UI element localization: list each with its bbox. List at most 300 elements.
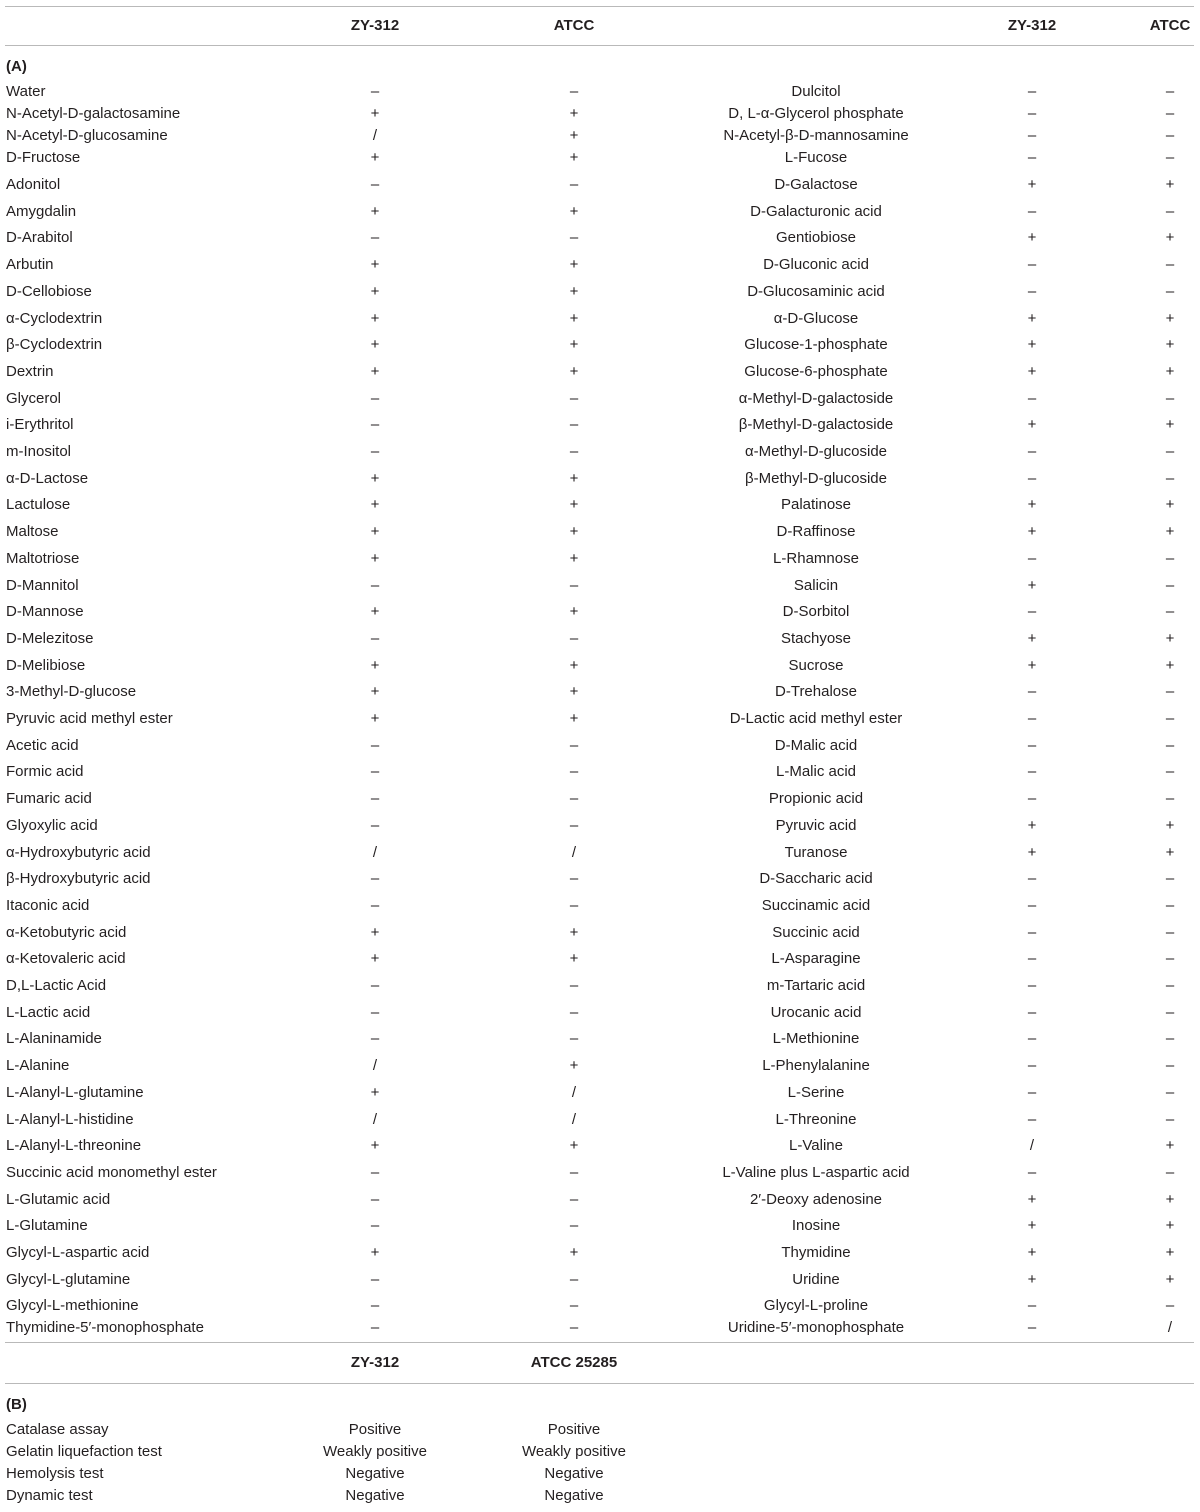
atcc-result: + bbox=[569, 549, 579, 567]
atcc-result: + bbox=[569, 127, 579, 144]
atcc-result: + bbox=[569, 149, 579, 166]
substrate-name: α-Ketobutyric acid bbox=[6, 923, 127, 941]
zy312-result-right: – bbox=[1027, 790, 1037, 808]
atcc-result: – bbox=[569, 977, 579, 994]
zy312-result-right: + bbox=[1027, 1217, 1037, 1235]
table-row bbox=[0, 414, 1200, 436]
zy312-result: Negative bbox=[345, 1487, 405, 1504]
substrate-name: Itaconic acid bbox=[6, 896, 90, 914]
atcc-result: + bbox=[569, 923, 579, 941]
zy312-result: – bbox=[370, 1217, 380, 1235]
table-row bbox=[0, 1189, 1200, 1211]
atcc-result-right: + bbox=[1165, 1137, 1175, 1155]
substrate-name: Glycyl-L-glutamine bbox=[6, 1270, 131, 1288]
zy312-result: + bbox=[370, 523, 380, 541]
atcc-result-right: – bbox=[1165, 896, 1175, 914]
atcc-result: – bbox=[569, 1217, 579, 1235]
substrate-name-right: D-Raffinose bbox=[776, 523, 856, 541]
zy312-result: – bbox=[370, 83, 380, 100]
table-row bbox=[0, 735, 1200, 757]
table-row bbox=[0, 1135, 1200, 1157]
zy312-result: – bbox=[370, 790, 380, 808]
atcc-result-right: + bbox=[1165, 416, 1175, 434]
atcc-result-right: – bbox=[1165, 443, 1175, 460]
substrate-name: N-Acetyl-D-galactosamine bbox=[6, 105, 181, 122]
substrate-name: Glyoxylic acid bbox=[6, 816, 98, 834]
atcc-result-right: – bbox=[1165, 389, 1175, 407]
substrate-name: D-Mannitol bbox=[6, 576, 79, 594]
table-row bbox=[0, 1317, 1200, 1339]
substrate-name-right: L-Rhamnose bbox=[773, 549, 859, 567]
zy312-result: – bbox=[370, 1319, 380, 1336]
test-name: Catalase assay bbox=[6, 1421, 109, 1438]
substrate-name-right: D, L-α-Glycerol phosphate bbox=[728, 105, 904, 122]
zy312-result: – bbox=[370, 763, 380, 781]
table-row bbox=[0, 227, 1200, 249]
test-name: Hemolysis test bbox=[6, 1465, 104, 1482]
substrate-name-right: Glucose-1-phosphate bbox=[744, 336, 888, 354]
zy312-result: – bbox=[370, 736, 380, 754]
zy312-result: – bbox=[370, 1163, 380, 1181]
zy312-result-right: – bbox=[1027, 389, 1037, 407]
zy312-result: + bbox=[370, 362, 380, 380]
substrate-name-right: β-Methyl-D-galactoside bbox=[738, 416, 894, 434]
zy312-result-right: + bbox=[1027, 1190, 1037, 1208]
zy312-result-right: + bbox=[1027, 576, 1037, 594]
atcc-result-right: + bbox=[1165, 309, 1175, 327]
table-row bbox=[0, 1295, 1200, 1317]
atcc-result: + bbox=[569, 1057, 579, 1075]
section-a-bottom-rule bbox=[5, 1342, 1194, 1343]
substrate-name-right: Inosine bbox=[791, 1217, 841, 1235]
substrate-name-right: Dulcitol bbox=[791, 83, 841, 100]
substrate-name: Maltose bbox=[6, 523, 59, 541]
table-row bbox=[0, 441, 1200, 463]
atcc-result-right: + bbox=[1165, 1190, 1175, 1208]
substrate-name-right: Salicin bbox=[793, 576, 839, 594]
header-atcc-left: ATCC bbox=[553, 17, 595, 34]
substrate-name-right: L-Valine plus L-aspartic acid bbox=[722, 1163, 910, 1181]
zy312-result-right: – bbox=[1027, 127, 1037, 144]
substrate-name-right: Propionic acid bbox=[768, 790, 864, 808]
table-row bbox=[0, 1028, 1200, 1050]
table-row bbox=[0, 868, 1200, 890]
table-row bbox=[0, 103, 1200, 125]
zy312-result: + bbox=[370, 950, 380, 968]
substrate-name-right: Turanose bbox=[784, 843, 848, 861]
zy312-result-right: + bbox=[1027, 416, 1037, 434]
zy312-result-right: / bbox=[1029, 1137, 1035, 1155]
header-b-rule bbox=[5, 1383, 1194, 1384]
atcc-result-right: – bbox=[1165, 1083, 1175, 1101]
atcc-result: – bbox=[569, 1163, 579, 1181]
table-row bbox=[0, 601, 1200, 623]
zy312-result: – bbox=[370, 1190, 380, 1208]
substrate-name-right: m-Tartaric acid bbox=[766, 977, 866, 994]
atcc-result: Negative bbox=[544, 1487, 604, 1504]
substrate-name-right: D-Malic acid bbox=[774, 736, 858, 754]
zy312-result: Weakly positive bbox=[323, 1443, 427, 1460]
zy312-result: – bbox=[370, 1030, 380, 1048]
atcc-result-right: – bbox=[1165, 127, 1175, 144]
atcc-result: – bbox=[569, 1190, 579, 1208]
zy312-result: – bbox=[370, 229, 380, 247]
atcc-result: – bbox=[569, 416, 579, 434]
atcc-result-right: + bbox=[1165, 496, 1175, 514]
zy312-result-right: – bbox=[1027, 977, 1037, 994]
zy312-result: / bbox=[372, 1110, 378, 1128]
zy312-result-right: – bbox=[1027, 202, 1037, 220]
substrate-name-right: Sucrose bbox=[788, 656, 844, 674]
zy312-result: – bbox=[370, 629, 380, 647]
zy312-result: + bbox=[370, 656, 380, 674]
substrate-name-right: Urocanic acid bbox=[770, 1003, 862, 1021]
atcc-result: – bbox=[569, 443, 579, 460]
zy312-result-right: – bbox=[1027, 1030, 1037, 1048]
atcc-result: + bbox=[569, 1137, 579, 1155]
substrate-name-right: Succinamic acid bbox=[761, 896, 871, 914]
atcc-result-right: – bbox=[1165, 1163, 1175, 1181]
substrate-name-right: D-Saccharic acid bbox=[759, 870, 873, 888]
table-row bbox=[0, 788, 1200, 810]
table-row bbox=[0, 281, 1200, 303]
substrate-name-right: 2′-Deoxy adenosine bbox=[749, 1190, 883, 1208]
atcc-result-right: + bbox=[1165, 843, 1175, 861]
substrate-name: L-Alanine bbox=[6, 1057, 70, 1075]
atcc-result: + bbox=[569, 656, 579, 674]
atcc-result: – bbox=[569, 763, 579, 781]
zy312-result-right: – bbox=[1027, 870, 1037, 888]
atcc-result: – bbox=[569, 790, 579, 808]
table-row bbox=[0, 254, 1200, 276]
substrate-name: β-Cyclodextrin bbox=[6, 336, 103, 354]
zy312-result-right: – bbox=[1027, 736, 1037, 754]
substrate-name: L-Alanyl-L-glutamine bbox=[6, 1083, 144, 1101]
table-row bbox=[0, 334, 1200, 356]
substrate-name-right: L-Threonine bbox=[775, 1110, 857, 1128]
zy312-result: + bbox=[370, 149, 380, 166]
atcc-result: + bbox=[569, 523, 579, 541]
zy312-result: + bbox=[370, 1083, 380, 1101]
atcc-result: – bbox=[569, 629, 579, 647]
atcc-result: – bbox=[569, 1003, 579, 1021]
substrate-name: Glycyl-L-aspartic acid bbox=[6, 1244, 150, 1261]
substrate-name: α-Cyclodextrin bbox=[6, 309, 103, 327]
substrate-name: L-Alanyl-L-histidine bbox=[6, 1110, 134, 1128]
zy312-result-right: – bbox=[1027, 1057, 1037, 1075]
zy312-result: / bbox=[372, 843, 378, 861]
zy312-result: + bbox=[370, 549, 380, 567]
section-a-label: (A) bbox=[6, 58, 27, 75]
table-row bbox=[0, 494, 1200, 516]
substrate-name-right: D-Glucosaminic acid bbox=[747, 282, 885, 300]
header-b-atcc: ATCC 25285 bbox=[530, 1354, 618, 1371]
zy312-result: + bbox=[370, 1137, 380, 1155]
table-row bbox=[0, 1162, 1200, 1184]
zy312-result-right: + bbox=[1027, 496, 1037, 514]
substrate-name: D-Melezitose bbox=[6, 629, 94, 647]
substrate-name: m-Inositol bbox=[6, 443, 72, 460]
substrate-name-right: α-Methyl-D-galactoside bbox=[738, 389, 894, 407]
zy312-result: – bbox=[370, 389, 380, 407]
substrate-name: D-Mannose bbox=[6, 603, 84, 621]
substrate-name: D,L-Lactic Acid bbox=[6, 977, 107, 994]
atcc-result: – bbox=[569, 229, 579, 247]
zy312-result-right: – bbox=[1027, 603, 1037, 621]
atcc-result: – bbox=[569, 736, 579, 754]
substrate-name: Glycerol bbox=[6, 389, 62, 407]
atcc-result-right: – bbox=[1165, 576, 1175, 594]
substrate-name: Adonitol bbox=[6, 176, 61, 193]
table-row bbox=[0, 1269, 1200, 1291]
header-zy312-right: ZY-312 bbox=[1007, 17, 1057, 34]
zy312-result: – bbox=[370, 1270, 380, 1288]
substrate-name-right: L-Asparagine bbox=[771, 950, 861, 968]
substrate-name: β-Hydroxybutyric acid bbox=[6, 870, 151, 888]
atcc-result: + bbox=[569, 362, 579, 380]
atcc-result: Positive bbox=[547, 1421, 601, 1438]
atcc-result-right: – bbox=[1165, 790, 1175, 808]
table-row bbox=[0, 922, 1200, 944]
table-row bbox=[0, 575, 1200, 597]
zy312-result-right: + bbox=[1027, 816, 1037, 834]
substrate-name-right: Thymidine bbox=[781, 1244, 851, 1261]
zy312-result-right: + bbox=[1027, 1244, 1037, 1261]
atcc-result-right: – bbox=[1165, 736, 1175, 754]
zy312-result-right: + bbox=[1027, 309, 1037, 327]
atcc-result-right: – bbox=[1165, 83, 1175, 100]
table-row bbox=[0, 1082, 1200, 1104]
atcc-result-right: – bbox=[1165, 549, 1175, 567]
atcc-result: – bbox=[569, 1270, 579, 1288]
zy312-result: + bbox=[370, 309, 380, 327]
table-row bbox=[0, 761, 1200, 783]
atcc-result: Negative bbox=[544, 1465, 604, 1482]
table-row bbox=[0, 895, 1200, 917]
substrate-name-right: Glycyl-L-proline bbox=[763, 1297, 869, 1314]
table-row bbox=[0, 628, 1200, 650]
zy312-result-right: + bbox=[1027, 362, 1037, 380]
zy312-result: + bbox=[370, 683, 380, 701]
substrate-name-right: D-Gluconic acid bbox=[763, 256, 869, 274]
substrate-name: Thymidine-5′-monophosphate bbox=[6, 1319, 204, 1336]
substrate-name: Dextrin bbox=[6, 362, 54, 380]
zy312-result: Positive bbox=[348, 1421, 402, 1438]
atcc-result: + bbox=[569, 683, 579, 701]
zy312-result-right: – bbox=[1027, 1319, 1037, 1336]
zy312-result-right: + bbox=[1027, 629, 1037, 647]
zy312-result-right: + bbox=[1027, 1270, 1037, 1288]
atcc-result-right: – bbox=[1165, 202, 1175, 220]
zy312-result: + bbox=[370, 496, 380, 514]
table-row bbox=[0, 815, 1200, 837]
substrate-name-right: L-Fucose bbox=[784, 149, 848, 166]
substrate-name-right: α-Methyl-D-glucoside bbox=[744, 443, 888, 460]
substrate-name-right: Stachyose bbox=[780, 629, 852, 647]
table-row bbox=[0, 174, 1200, 196]
substrate-name-right: Gentiobiose bbox=[775, 229, 857, 247]
header-atcc-right: ATCC bbox=[1149, 17, 1191, 34]
atcc-result-right: – bbox=[1165, 603, 1175, 621]
zy312-result: – bbox=[370, 576, 380, 594]
atcc-result: – bbox=[569, 896, 579, 914]
atcc-result-right: + bbox=[1165, 1244, 1175, 1261]
table-row bbox=[0, 1485, 1200, 1507]
zy312-result: + bbox=[370, 202, 380, 220]
substrate-name-right: D-Sorbitol bbox=[782, 603, 850, 621]
atcc-result: + bbox=[569, 1244, 579, 1261]
zy312-result-right: + bbox=[1027, 336, 1037, 354]
zy312-result: – bbox=[370, 416, 380, 434]
zy312-result: + bbox=[370, 105, 380, 122]
substrate-name: i-Erythritol bbox=[6, 416, 74, 434]
zy312-result: / bbox=[372, 127, 378, 144]
substrate-name: Succinic acid monomethyl ester bbox=[6, 1163, 217, 1181]
table-row bbox=[0, 1463, 1200, 1485]
substrate-name: L-Alanyl-L-threonine bbox=[6, 1137, 142, 1155]
atcc-result-right: + bbox=[1165, 629, 1175, 647]
zy312-result-right: + bbox=[1027, 229, 1037, 247]
table-row bbox=[0, 388, 1200, 410]
zy312-result: + bbox=[370, 923, 380, 941]
atcc-result: + bbox=[569, 105, 579, 122]
atcc-result-right: / bbox=[1167, 1319, 1173, 1336]
atcc-result: + bbox=[569, 202, 579, 220]
table-row bbox=[0, 147, 1200, 169]
atcc-result-right: – bbox=[1165, 1030, 1175, 1048]
zy312-result: + bbox=[370, 1244, 380, 1261]
atcc-result-right: + bbox=[1165, 523, 1175, 541]
atcc-result: + bbox=[569, 496, 579, 514]
zy312-result-right: – bbox=[1027, 469, 1037, 487]
table-row bbox=[0, 1002, 1200, 1024]
substrate-name-right: D-Galacturonic acid bbox=[750, 202, 882, 220]
atcc-result-right: – bbox=[1165, 923, 1175, 941]
zy312-result-right: – bbox=[1027, 1163, 1037, 1181]
substrate-name: Acetic acid bbox=[6, 736, 79, 754]
atcc-result: + bbox=[569, 309, 579, 327]
atcc-result: Weakly positive bbox=[522, 1443, 626, 1460]
atcc-result: + bbox=[569, 603, 579, 621]
zy312-result: – bbox=[370, 1003, 380, 1021]
atcc-result-right: – bbox=[1165, 870, 1175, 888]
substrate-name-right: Palatinose bbox=[780, 496, 852, 514]
table-row bbox=[0, 975, 1200, 997]
atcc-result: – bbox=[569, 870, 579, 888]
atcc-result: – bbox=[569, 816, 579, 834]
header-b-zy312: ZY-312 bbox=[350, 1354, 400, 1371]
zy312-result-right: – bbox=[1027, 710, 1037, 727]
substrate-name: D-Fructose bbox=[6, 149, 81, 166]
atcc-result-right: + bbox=[1165, 1217, 1175, 1235]
zy312-result: – bbox=[370, 176, 380, 193]
table-row bbox=[0, 948, 1200, 970]
zy312-result-right: – bbox=[1027, 1003, 1037, 1021]
substrate-name: Pyruvic acid methyl ester bbox=[6, 710, 173, 727]
table-row bbox=[0, 521, 1200, 543]
substrate-name: L-Lactic acid bbox=[6, 1003, 91, 1021]
substrate-name: Formic acid bbox=[6, 763, 84, 781]
zy312-result-right: – bbox=[1027, 683, 1037, 701]
zy312-result-right: – bbox=[1027, 1297, 1037, 1314]
atcc-result-right: + bbox=[1165, 656, 1175, 674]
test-name: Gelatin liquefaction test bbox=[6, 1443, 162, 1460]
atcc-result: / bbox=[571, 1110, 577, 1128]
atcc-result: – bbox=[569, 576, 579, 594]
substrate-name: Lactulose bbox=[6, 496, 71, 514]
zy312-result-right: – bbox=[1027, 105, 1037, 122]
table-row bbox=[0, 708, 1200, 730]
atcc-result: + bbox=[569, 256, 579, 274]
atcc-result: – bbox=[569, 1030, 579, 1048]
substrate-name: L-Glutamic acid bbox=[6, 1190, 111, 1208]
substrate-name-right: L-Serine bbox=[787, 1083, 845, 1101]
zy312-result: Negative bbox=[345, 1465, 405, 1482]
atcc-result-right: + bbox=[1165, 816, 1175, 834]
table-row bbox=[0, 681, 1200, 703]
zy312-result: + bbox=[370, 336, 380, 354]
atcc-result: / bbox=[571, 1083, 577, 1101]
substrate-name: D-Melibiose bbox=[6, 656, 86, 674]
atcc-result-right: – bbox=[1165, 950, 1175, 968]
header-rule bbox=[5, 45, 1194, 46]
substrate-name-right: N-Acetyl-β-D-mannosamine bbox=[723, 127, 909, 144]
zy312-result: – bbox=[370, 870, 380, 888]
zy312-result-right: – bbox=[1027, 896, 1037, 914]
substrate-name: Amygdalin bbox=[6, 202, 77, 220]
test-name: Dynamic test bbox=[6, 1487, 93, 1504]
substrate-name-right: D-Trehalose bbox=[775, 683, 857, 701]
zy312-result-right: – bbox=[1027, 923, 1037, 941]
atcc-result: – bbox=[569, 1319, 579, 1336]
atcc-result-right: + bbox=[1165, 229, 1175, 247]
zy312-result: – bbox=[370, 977, 380, 994]
zy312-result: + bbox=[370, 282, 380, 300]
zy312-result: / bbox=[372, 1057, 378, 1075]
table-row bbox=[0, 1215, 1200, 1237]
atcc-result-right: + bbox=[1165, 1270, 1175, 1288]
atcc-result-right: – bbox=[1165, 710, 1175, 727]
section-b-label: (B) bbox=[6, 1396, 27, 1413]
table-row bbox=[0, 125, 1200, 147]
zy312-result: + bbox=[370, 710, 380, 727]
zy312-result-right: – bbox=[1027, 763, 1037, 781]
substrate-name: α-Hydroxybutyric acid bbox=[6, 843, 151, 861]
substrate-name: D-Cellobiose bbox=[6, 282, 92, 300]
zy312-result-right: – bbox=[1027, 443, 1037, 460]
atcc-result: – bbox=[569, 83, 579, 100]
substrate-name-right: Uridine bbox=[792, 1270, 840, 1288]
substrate-name-right: Succinic acid bbox=[772, 923, 860, 941]
header-zy312-left: ZY-312 bbox=[350, 17, 400, 34]
atcc-result-right: + bbox=[1165, 336, 1175, 354]
zy312-result-right: + bbox=[1027, 656, 1037, 674]
zy312-result-right: – bbox=[1027, 149, 1037, 166]
zy312-result-right: – bbox=[1027, 83, 1037, 100]
atcc-result-right: + bbox=[1165, 362, 1175, 380]
substrate-name-right: D-Lactic acid methyl ester bbox=[729, 710, 903, 727]
atcc-result-right: + bbox=[1165, 176, 1175, 193]
atcc-result-right: – bbox=[1165, 1003, 1175, 1021]
zy312-result: – bbox=[370, 1297, 380, 1314]
table-row bbox=[0, 1419, 1200, 1441]
zy312-result: + bbox=[370, 469, 380, 487]
table-row bbox=[0, 1441, 1200, 1463]
substrate-name: Arbutin bbox=[6, 256, 54, 274]
table-row bbox=[0, 361, 1200, 383]
table-row bbox=[0, 81, 1200, 103]
atcc-result-right: – bbox=[1165, 683, 1175, 701]
